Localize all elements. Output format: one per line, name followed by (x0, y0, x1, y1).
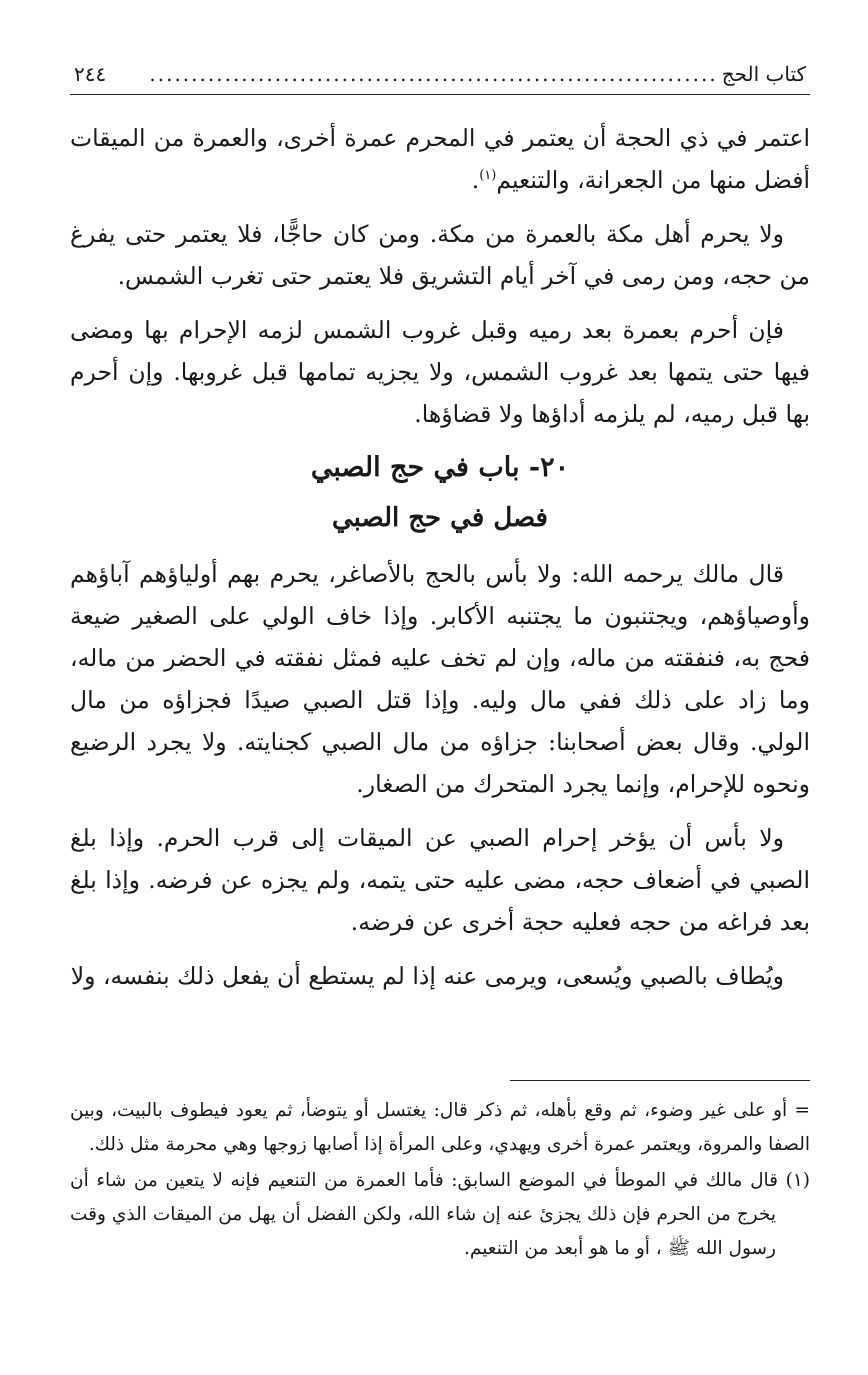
section-heading: فصل في حج الصبي (332, 503, 548, 533)
paragraph-end: . (471, 166, 480, 194)
running-head (70, 62, 810, 95)
paragraph: ولا بأس أن يؤخر إحرام الصبي عن الميقات إلى قرب الحرم. وإذا بلغ الصبي في أضعاف حجه، مضى عليه حتى يتمه، ولم يجزه عن فرضه. وإذا بلغ بعد فراغه من حجه فعليه حجة أخرى عن فرضه. (70, 824, 810, 936)
footnote-1: (١) قال مالك في الموطأ في الموضع السابق: فأما العمرة من التنعيم فإنه لا يتعين من شاء أن يخرج من الحرم فإن ذلك يجزئ عنه إن شاء الله، ولكن الفضل أن يهل من الميقات الذي وقت رسول الله ﷺ ، أو ما هو أبعد من التنعيم. (70, 1170, 810, 1259)
book-page (70, 62, 810, 1259)
paragraph: ولا يحرم أهل مكة بالعمرة من مكة. ومن كان حاجًّا، فلا يعتمر حتى يفرغ من حجه، ومن رمى في آخر أيام التشريق فلا يعتمر حتى تغرب الشمس. (70, 220, 810, 290)
paragraph: ويُطاف بالصبي ويُسعى، ويرمى عنه إذا لم يستطع أن يفعل ذلك بنفسه، ولا (70, 962, 784, 990)
footnote-rule (510, 1080, 810, 1081)
paragraph-text: اعتمر في ذي الحجة أن يعتمر في المحرم عمرة أخرى، والعمرة من الميقات أفضل منها من الجعرانة، والتنعيم (70, 124, 810, 194)
footnote-marker: (١) (479, 168, 497, 184)
paragraph: قال مالك يرحمه الله: ولا بأس بالحج بالأصاغر، يحرم بهم أولياؤهم آباؤهم وأوصياؤهم، ويجتنبون ما يجتنبه الأكابر. وإذا خاف الولي على الصغير ضيعة فحج به، فنفقته من ماله، وإن لم تخف عليه فمثل نفقته في الحضر من ماله، وما زاد على ذلك ففي مال وليه. وإذا قتل الصبي صيدًا فجزاؤه من مال الولي. وقال بعض أصحابنا: جزاؤه من مال الصبي كجنايته. ولا يجرد الرضيع ونحوه للإحرام، وإنما يجرد المتحرك من الصغار. (70, 560, 810, 798)
main-text (70, 117, 810, 997)
footnote-continued: = أو على غير وضوء، ثم وقع بأهله، ثم ذكر قال: يغتسل أو يتوضأ، ثم يعود فيطوف بالبيت، وبين الصفا والمروة، ويعتمر عمرة أخرى ويهدي، وعلى المرأة إذا أصابها زوجها وهي محرمة مثل ذلك. (70, 1100, 810, 1155)
page-number: ٢٤٤ (74, 62, 107, 86)
leader-dots: .................................................................... (149, 62, 718, 86)
paragraph (70, 117, 810, 201)
paragraph: فإن أحرم بعمرة بعد رميه وقبل غروب الشمس لزمه الإحرام بها ومضى فيها حتى يتمها بعد غروب الشمس، ولا يجزيه تمامها قبل غروبها. وإن أحرم بها قبل رميه، لم يلزمه أداؤها ولا قضاؤها. (70, 316, 810, 428)
book-title: كتاب الحج (721, 62, 806, 86)
chapter-heading: ٢٠- باب في حج الصبي (310, 452, 570, 483)
footnotes (70, 1094, 810, 1268)
